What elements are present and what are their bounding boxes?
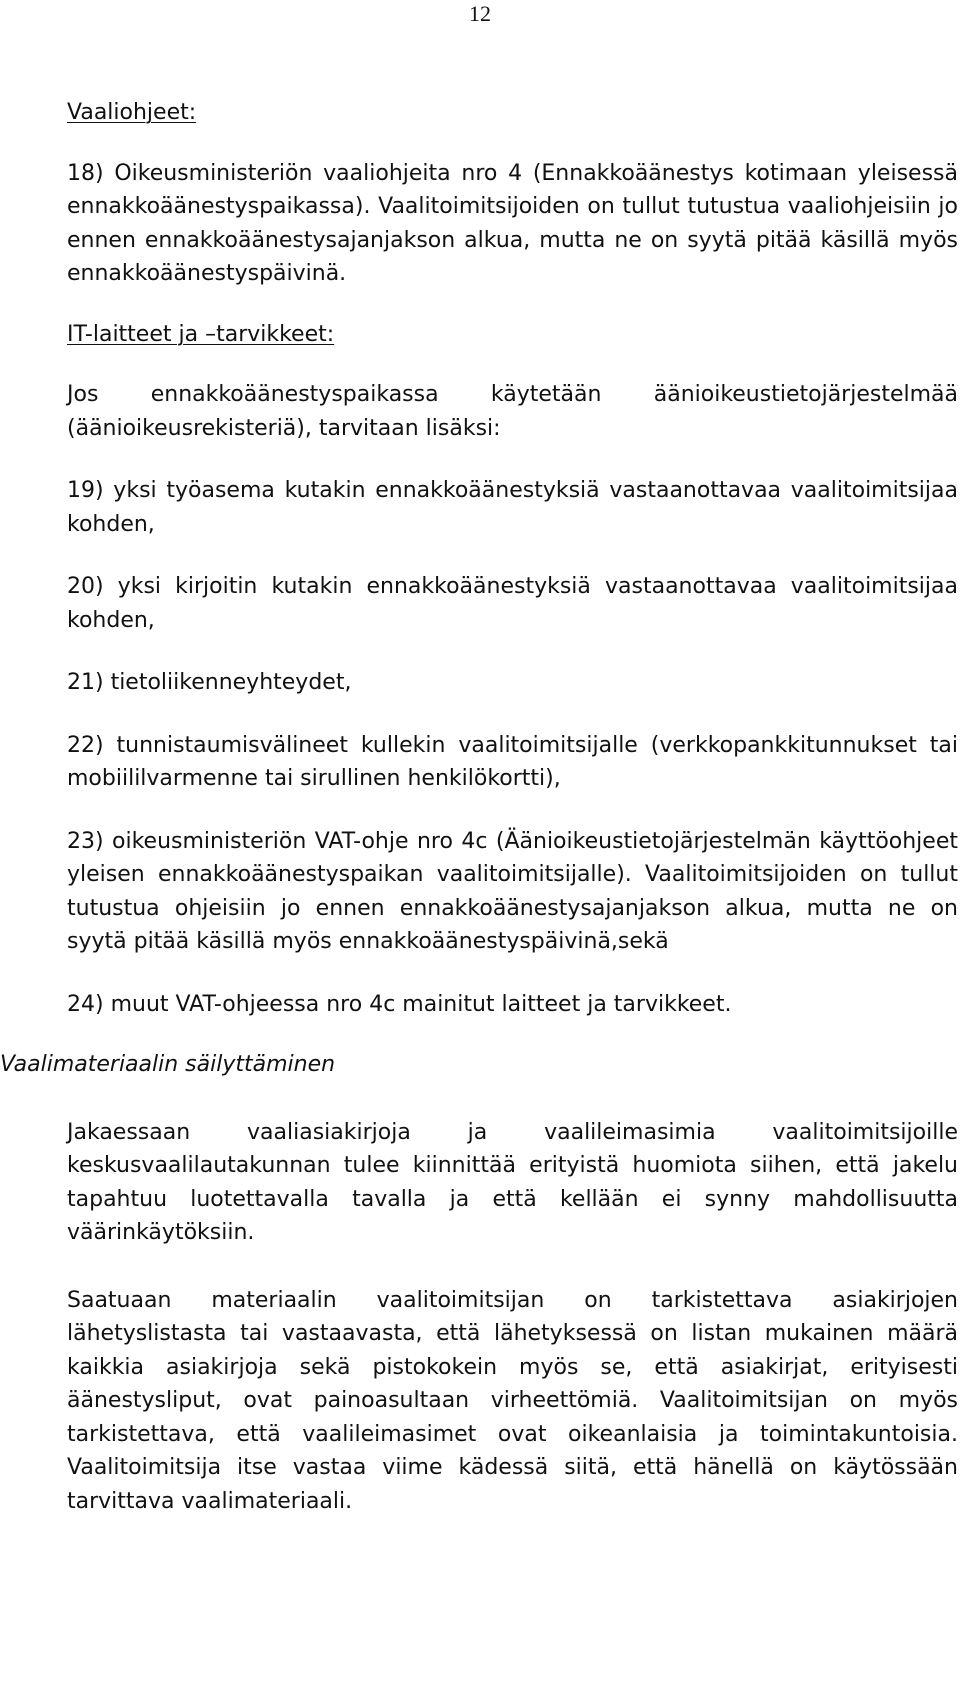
- vaaliohjeet-heading: Vaaliohjeet:: [67, 100, 197, 125]
- storage-paragraph-1: Jakaessaan vaaliasiakirjoja ja vaalileimasimia vaalitoimitsijoille keskusvaalilautakunnan tulee kiinnittää erityistä huomiota siihen, että jakelu tapahtuu luotettavalla tavalla ja että kellään ei synny mahdollisuutta väärinkäytöksiin.: [67, 1119, 958, 1245]
- list-item-23: 23) oikeusministeriön VAT-ohje nro 4c (Äänioikeustietojärjestelmän käyttöohjeet yleisen ennakkoäänestyspaikan vaalitoimitsijalle). Vaalitoimitsijoiden on tullut tutustua ohjeisiin jo ennen ennakkoäänestysajanjakson alkua, mutta ne on syytä pitää käsillä myös ennakkoäänestyspäivinä,sekä: [67, 828, 958, 954]
- list-item-19: 19) yksi työasema kutakin ennakkoäänestyksiä vastaanottavaa vaalitoimitsijaa kohden,: [67, 478, 958, 537]
- list-item-22: 22) tunnistaumisvälineet kullekin vaalitoimitsijalle (verkkopankkitunnukset tai mobiililvarmenne tai sirullinen henkilökortti),: [67, 732, 958, 791]
- page-number: 12: [469, 1, 491, 26]
- list-item-21: 21) tietoliikenneyhteydet,: [67, 670, 352, 695]
- document-body: [0, 96, 958, 1518]
- list-item-20: 20) yksi kirjoitin kutakin ennakkoäänestyksiä vastaanottavaa vaalitoimitsijaa kohden,: [67, 574, 958, 633]
- it-intro-paragraph: Jos ennakkoäänestyspaikassa käytetään äänioikeustietojärjestelmää (äänioikeusrekisteriä), tarvitaan lisäksi:: [67, 382, 958, 441]
- storage-paragraph-2: Saatuaan materiaalin vaalitoimitsijan on tarkistettava asiakirjojen lähetyslistasta tai vastaavasta, että lähetyksessä on listan mukainen määrä kaikkia asiakirjoja sekä pistokokein myös se, että asiakirjat, erityisesti äänestysliput, ovat painoasultaan virheettömiä. Vaalitoimitsijan on myös tarkistettava, että vaalileimasimet ovat oikeanlaisia ja toimintakuntoisia. Vaalitoimitsija itse vastaa viime kädessä siitä, että hänellä on käytössään tarvittava vaalimateriaali.: [67, 1287, 958, 1514]
- storage-heading: Vaalimateriaalin säilyttäminen: [0, 1052, 336, 1077]
- list-item-24: 24) muut VAT-ohjeessa nro 4c mainitut laitteet ja tarvikkeet.: [67, 991, 732, 1017]
- it-equipment-heading: IT-laitteet ja –tarvikkeet:: [67, 321, 335, 347]
- list-item-18: 18) Oikeusministeriön vaaliohjeita nro 4 (Ennakkoäänestys kotimaan yleisessä ennakkoäänestyspaikassa). Vaalitoimitsijoiden on tullut tutustua vaaliohjeisiin jo ennen ennakkoäänestysajanjakson alkua, mutta ne on syytä pitää käsillä myös ennakkoäänestyspäivinä.: [67, 160, 958, 286]
